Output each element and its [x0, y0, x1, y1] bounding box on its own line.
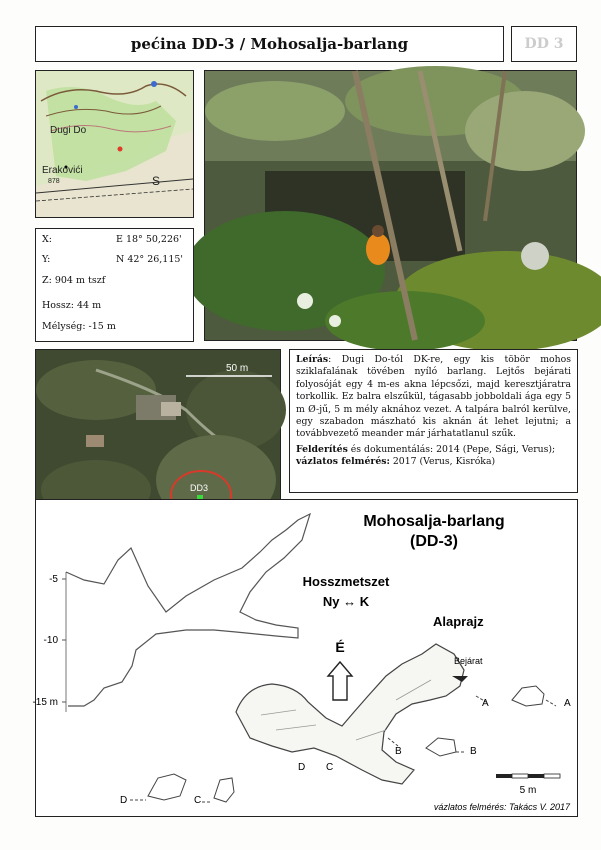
y-label: Y:	[42, 254, 51, 265]
section-outline	[66, 514, 310, 706]
scale-label: 5 m	[519, 785, 537, 796]
cave-code-text: DD 3	[524, 36, 564, 52]
topo-map-graphic	[36, 71, 193, 217]
north-arrow-icon	[328, 662, 352, 700]
section-d-left: D	[298, 762, 306, 773]
section-d-right: D	[120, 795, 128, 806]
section-a-right: A	[564, 698, 571, 709]
plan-title: Alaprajz	[433, 614, 484, 629]
altitude: Z: 904 m tszf	[42, 275, 106, 286]
survey-title: Mohosalja-barlang	[363, 513, 505, 530]
depth-label-5: -5	[49, 574, 58, 585]
survey-graphic	[32, 500, 577, 816]
photo-graphic	[205, 71, 576, 340]
y-value: N 42° 26,115'	[116, 254, 184, 265]
section-c-left: C	[326, 762, 334, 773]
vazlatos-text: 2017 (Verus, Kisróka)	[389, 456, 496, 468]
depth-label-15: -15 m	[32, 697, 58, 708]
leiras-label: Leírás	[296, 354, 329, 365]
depth-label-10: -10	[43, 635, 58, 646]
cave-info	[35, 228, 194, 342]
description-paragraph	[296, 354, 571, 441]
survey-credit: vázlatos felmérés: Takács V. 2017	[433, 802, 570, 812]
x-label: X:	[42, 234, 52, 245]
survey-line	[296, 456, 571, 468]
page-title	[35, 26, 504, 62]
section-direction: Ny ↔ K	[322, 594, 370, 609]
location-map	[35, 70, 194, 218]
sat-marker-label: DD3	[190, 483, 209, 493]
sat-scale-label: 50 m	[226, 363, 249, 374]
cave-length: Hossz: 44 m	[42, 300, 102, 311]
leiras-text: : Dugi Do-tól DK-re, egy kis töbör mohos sziklafalának tövében nyíló barlang. Lejtős bejárati folyosóját egy 4 m-es akna lépcsőzi, majd keresztjáratra torkollik. Ez balra elszűkül, tágasabb jobboldali ága egy 5 m Ø-jű, 5 m mély aknához vezet. A talpára balról kerülve, egy szabadon mászható kis aknán át lehet lejutni; a továbbvezető meander már járhatatlanul szűk.	[296, 354, 571, 440]
felderites-label: Felderítés	[296, 443, 348, 455]
section-b-left: B	[395, 746, 402, 757]
entrance-label: Bejárat	[454, 656, 483, 666]
section-title: Hosszmetszet	[302, 574, 390, 589]
cave-depth: Mélység: -15 m	[42, 321, 116, 332]
map-letter-s: S	[152, 174, 161, 188]
elevation-label: 878	[48, 178, 60, 185]
cave-code	[511, 26, 577, 62]
title-text: pećina DD-3 / Mohosalja-barlang	[130, 35, 409, 53]
exploration-line	[296, 444, 571, 456]
survey-subtitle: (DD-3)	[410, 533, 458, 550]
felderites-text: és dokumentálás: 2014 (Pepe, Sági, Verus);	[347, 443, 556, 455]
section-a-left: A	[482, 698, 489, 709]
cave-survey	[32, 499, 578, 817]
section-c-right: C	[194, 795, 202, 806]
x-value: E 18° 50,226'	[116, 234, 182, 245]
place-dugi-do: Dugi Do	[50, 125, 87, 136]
section-b-right: B	[470, 746, 477, 757]
place-erakovici: Erakovići	[42, 165, 83, 176]
cave-description	[289, 349, 578, 493]
scale-bar	[496, 774, 560, 796]
north-label: É	[335, 639, 345, 655]
vazlatos-label: vázlatos felmérés:	[296, 456, 390, 468]
cave-photo	[204, 70, 577, 341]
